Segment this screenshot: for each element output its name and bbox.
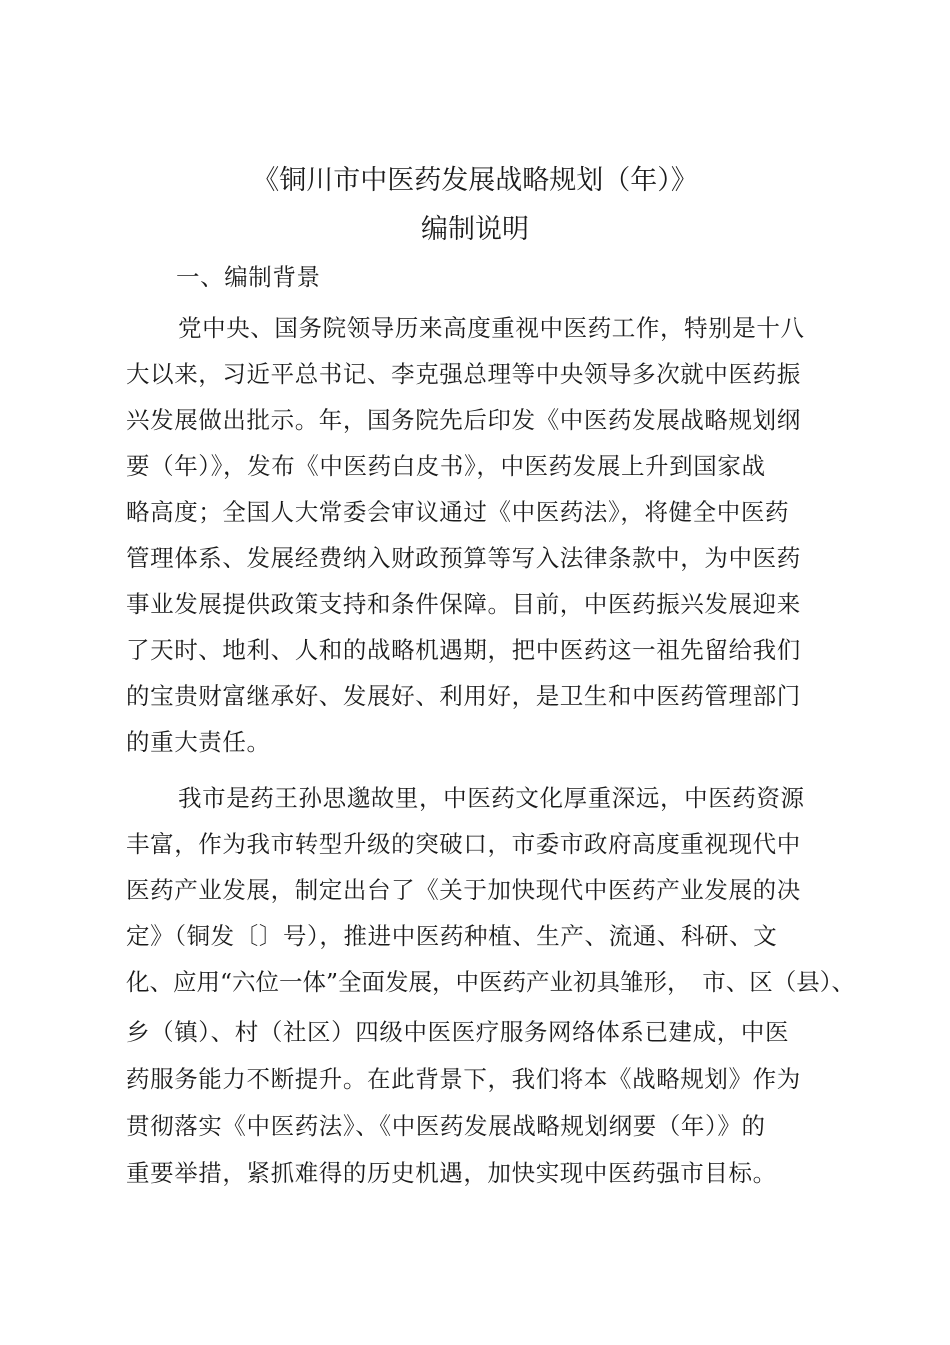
paragraph-line: 兴发展做出批示。年，国务院先后印发《中医药发展战略规划纲 (126, 406, 801, 434)
paragraph-line: 乡（镇）、村（社区）四级中医医疗服务网络体系已建成，中医 (126, 1018, 790, 1046)
paragraph-line: 丰富，作为我市转型升级的突破口，市委市政府高度重视现代中 (126, 830, 801, 858)
paragraph-line: 大以来，习近平总书记、李克强总理等中央领导多次就中医药振 (126, 360, 801, 388)
paragraph-line: 党中央、国务院领导历来高度重视中医药工作，特别是十八 (178, 314, 805, 342)
paragraph-line: 药服务能力不断提升。在此背景下，我们将本《战略规划》作为 (126, 1065, 801, 1093)
paragraph-line: 贯彻落实《中医药法》、《中医药发展战略规划纲要（年）》的 (126, 1112, 766, 1140)
section-heading: 一、编制背景 (176, 263, 321, 291)
document-subtitle: 编制说明 (421, 214, 529, 245)
paragraph-line: 略高度；全国人大常委会审议通过《中医药法》，将健全中医药 (126, 498, 790, 526)
paragraph-line: 化、应用“六位一体”全面发展，中医药产业初具雏形， 市、区（县）、 (126, 968, 856, 996)
paragraph-line: 要（年）》，发布《中医药白皮书》，中医药发展上升到国家战 (126, 452, 766, 480)
paragraph-line: 了天时、地利、人和的战略机遇期，把中医药这一祖先留给我们 (126, 636, 801, 664)
paragraph-line: 我市是药王孙思邈故里，中医药文化厚重深远，中医药资源 (178, 784, 805, 812)
paragraph-line: 的重大责任。 (126, 728, 271, 756)
paragraph-line: 事业发展提供政策支持和条件保障。目前，中医药振兴发展迎来 (126, 590, 801, 618)
paragraph-line: 的宝贵财富继承好、发展好、利用好，是卫生和中医药管理部门 (126, 682, 801, 710)
paragraph-line: 重要举措，紧抓难得的历史机遇，加快实现中医药强市目标。 (126, 1159, 777, 1187)
document-title: 《铜川市中医药发展战略规划（年）》 (252, 165, 698, 196)
paragraph-line: 医药产业发展，制定出台了《关于加快现代中医药产业发展的决 (126, 876, 801, 904)
paragraph-line: 定》（铜发〔〕号），推进中医药种植、生产、流通、科研、文 (126, 922, 778, 950)
paragraph-line: 管理体系、发展经费纳入财政预算等写入法律条款中，为中医药 (126, 544, 801, 572)
